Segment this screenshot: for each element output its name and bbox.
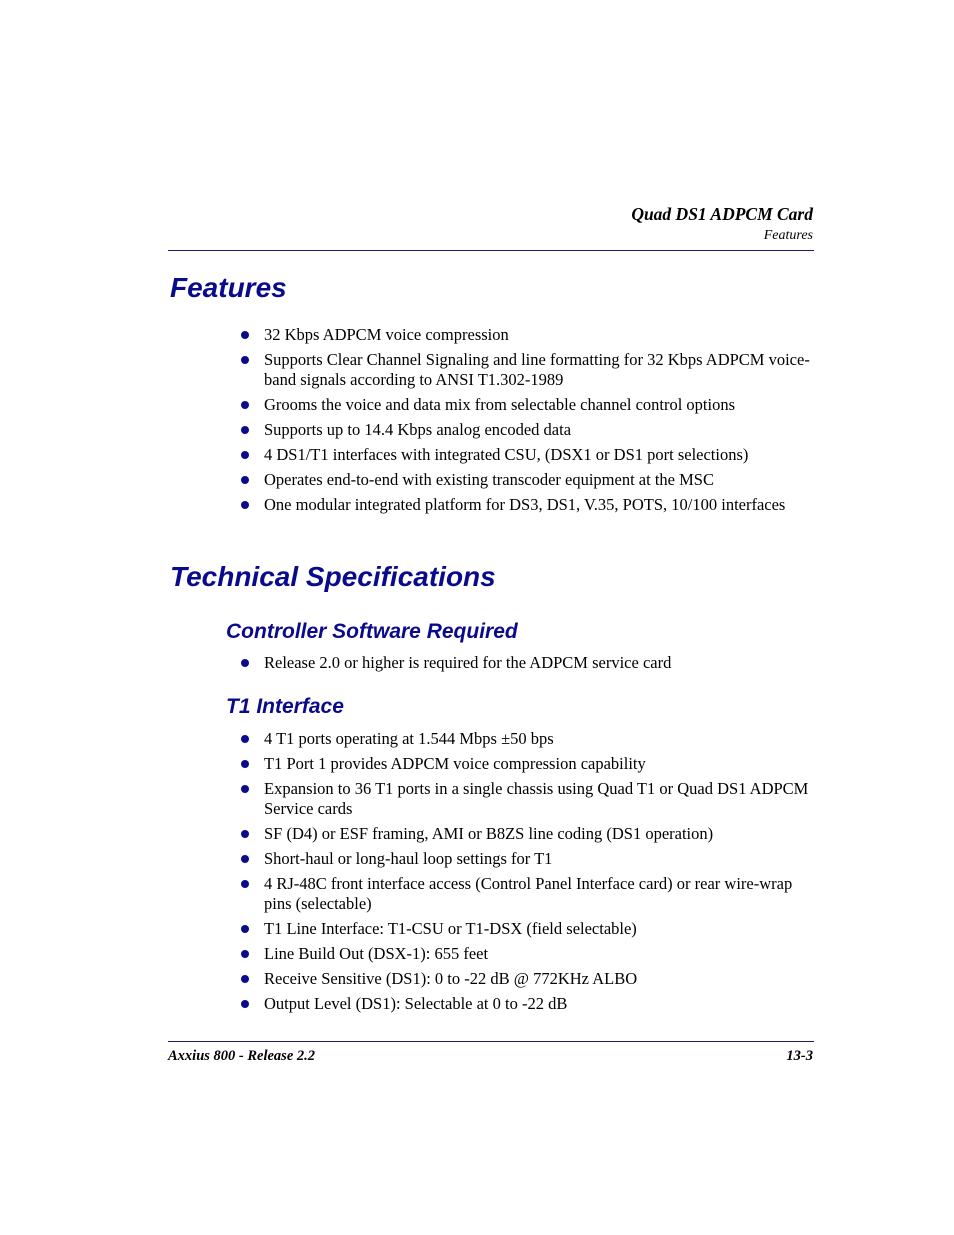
controller-software-list: [238, 653, 818, 673]
list-item: Line Build Out (DSX-1): 655 feet: [238, 944, 818, 964]
bullet-icon: [241, 401, 249, 409]
header-rule: [168, 250, 814, 251]
bullet-icon: [241, 331, 249, 339]
running-header-title: Quad DS1 ADPCM Card: [631, 204, 813, 224]
list-item: Operates end-to-end with existing transcoder equipment at the MSC: [238, 470, 818, 490]
list-item: Expansion to 36 T1 ports in a single chassis using Quad T1 or Quad DS1 ADPCM Service cards: [238, 779, 818, 819]
bullet-icon: [241, 451, 249, 459]
bullet-icon: [241, 925, 249, 933]
bullet-icon: [241, 950, 249, 958]
t1-interface-list: [238, 729, 818, 1014]
bullet-icon: [241, 735, 249, 743]
list-item: Supports up to 14.4 Kbps analog encoded data: [238, 420, 818, 440]
list-item: T1 Port 1 provides ADPCM voice compression capability: [238, 754, 818, 774]
list-item: One modular integrated platform for DS3, DS1, V.35, POTS, 10/100 interfaces: [238, 495, 818, 515]
list-item: T1 Line Interface: T1-CSU or T1-DSX (field selectable): [238, 919, 818, 939]
bullet-icon: [241, 880, 249, 888]
bullet-icon: [241, 785, 249, 793]
footer-rule: [168, 1041, 814, 1042]
list-item: 32 Kbps ADPCM voice compression: [238, 325, 818, 345]
bullet-icon: [241, 1000, 249, 1008]
list-item: SF (D4) or ESF framing, AMI or B8ZS line coding (DS1 operation): [238, 824, 818, 844]
list-item: 4 RJ-48C front interface access (Control Panel Interface card) or rear wire-wrap pins (selectable): [238, 874, 818, 914]
list-item: Short-haul or long-haul loop settings for T1: [238, 849, 818, 869]
features-list: [238, 325, 818, 515]
bullet-icon: [241, 356, 249, 364]
list-item: Release 2.0 or higher is required for the ADPCM service card: [238, 653, 818, 673]
list-item: Output Level (DS1): Selectable at 0 to -22 dB: [238, 994, 818, 1014]
list-item: Supports Clear Channel Signaling and line formatting for 32 Kbps ADPCM voice-band signals according to ANSI T1.302-1989: [238, 350, 818, 390]
list-item: 4 DS1/T1 interfaces with integrated CSU, (DSX1 or DS1 port selections): [238, 445, 818, 465]
bullet-icon: [241, 975, 249, 983]
bullet-icon: [241, 855, 249, 863]
bullet-icon: [241, 501, 249, 509]
tech-specs-heading: Technical Specifications: [170, 561, 496, 592]
list-item: Receive Sensitive (DS1): 0 to -22 dB @ 772KHz ALBO: [238, 969, 818, 989]
bullet-icon: [241, 476, 249, 484]
features-heading: Features: [170, 272, 287, 303]
t1-interface-heading: T1 Interface: [226, 695, 344, 718]
bullet-icon: [241, 760, 249, 768]
list-item: 4 T1 ports operating at 1.544 Mbps ±50 bps: [238, 729, 818, 749]
bullet-icon: [241, 426, 249, 434]
footer-page-number: 13-3: [786, 1048, 813, 1064]
list-item: Grooms the voice and data mix from selectable channel control options: [238, 395, 818, 415]
running-header-subtitle: Features: [763, 228, 813, 243]
footer-doc-title: Axxius 800 - Release 2.2: [168, 1048, 316, 1064]
bullet-icon: [241, 830, 249, 838]
bullet-icon: [241, 659, 249, 667]
controller-software-heading: Controller Software Required: [226, 620, 518, 643]
